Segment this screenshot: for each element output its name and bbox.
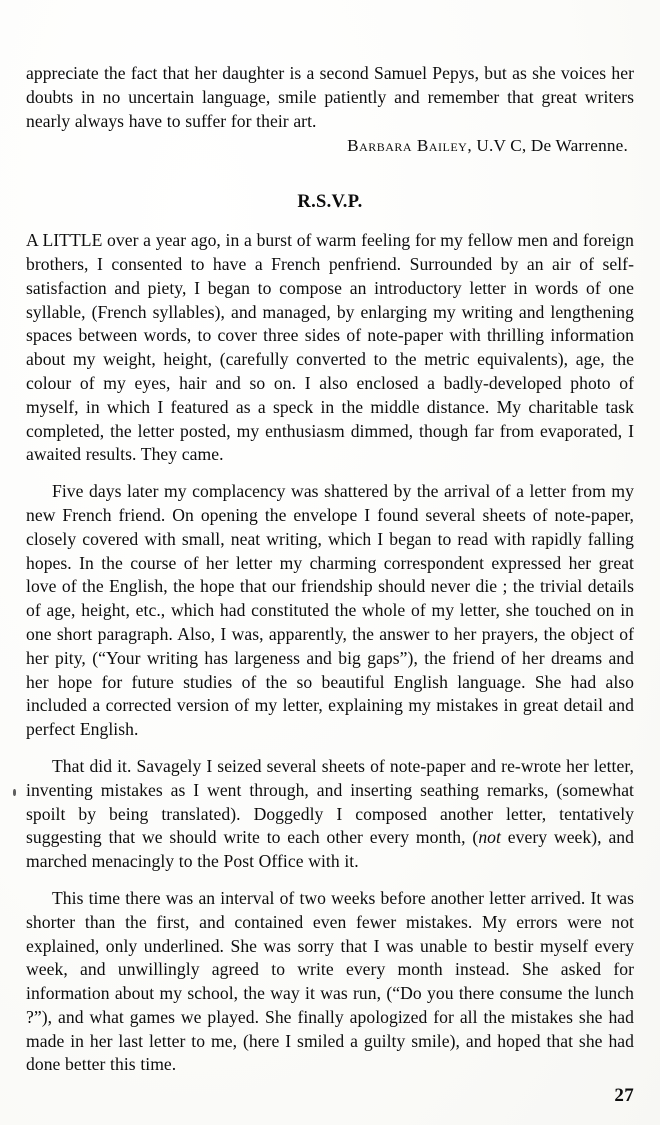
continued-closing-paragraph: appreciate the fact that her daughter is a second Samuel Pepys, but as she voices her doubts in no uncertain language, smile patiently and remember that great writers nearly always have to suffer for their art. [26,63,634,131]
byline-attribution: , U.V C, De Warrenne. [467,136,628,156]
spacer-below-title [26,215,634,229]
page-content [26,62,634,1077]
page-number: 27 [614,1085,634,1106]
paragraph-gap [26,874,634,887]
paragraph-gap [26,742,634,755]
article-paragraph: This time there was an interval of two weeks before another letter arrived. It was shorter than the first, and contained even fewer mistakes. My errors were not explained, only underlined. She was sorry that I was unable to bestir myself every week, and unwillingly agreed to write every month instead. She asked for information about my school, the way it was run, (“Do you there consume the lunch ?”), and what games we played. She finally apologized for all the mistakes she had made in her last letter to me, (here I smiled a guilty smile), and hoped that she had done better this time. [26,887,634,1075]
paragraph-gap [26,467,634,480]
article-body [26,229,634,1077]
article-paragraph: A LITTLE over a year ago, in a burst of warm feeling for my fellow men and foreign brothers, I consented to have a French penfriend. Surrounded by an air of self-satisfaction and piety, I began to compose an introductory letter in words of one syllable, (French syllables), and managed, by enlarging my writing and lengthening spaces between words, to cover three sides of note-paper with thrilling information about my weight, height, (carefully converted to the metric equivalents), age, the colour of my eyes, hair and so on. I also enclosed a badly-developed photo of myself, in which I featured as a speck in the middle distance. My charitable task completed, the letter posted, my enthusiasm dimmed, though far from evaporated, I awaited results. They came. [26,230,634,465]
contributor-byline [26,134,634,158]
byline-author: Barbara Bailey [347,136,468,156]
article-title: R.S.V.P. [297,192,363,213]
emphasized-text: not [478,827,501,848]
article-paragraph: That did it. Savagely I seized several sheets of note-paper and re-wrote her letter, inventing mistakes as I went through, and inserting seathing remarks, (somewhat spoilt by being translated). Doggedly I composed another letter, tentatively suggesting that we should write to each other every month, (not every week), and marched menacingly to the Post Office with it. [26,755,634,872]
spacer-above-title [26,158,634,191]
scan-artifact-speck [13,789,16,796]
article-paragraph: Five days later my complacency was shattered by the arrival of a letter from my new French friend. On opening the envelope I found several sheets of note-paper, closely covered with small, neat writing, which I began to read with rapidly falling hopes. In the course of her letter my charming correspondent expressed her great love of the English, the hope that our friendship should never die ; the trivial details of age, height, etc., which had constituted the whole of my letter, she touched on in one short paragraph. Also, I was, apparently, the answer to her prayers, the object of her pity, (“Your writing has largeness and big gaps”), the friend of her dreams and her hope for future studies of the so beautiful English language. She had also included a corrected version of my letter, explaining my mistakes in great detail and perfect English. [26,481,634,740]
